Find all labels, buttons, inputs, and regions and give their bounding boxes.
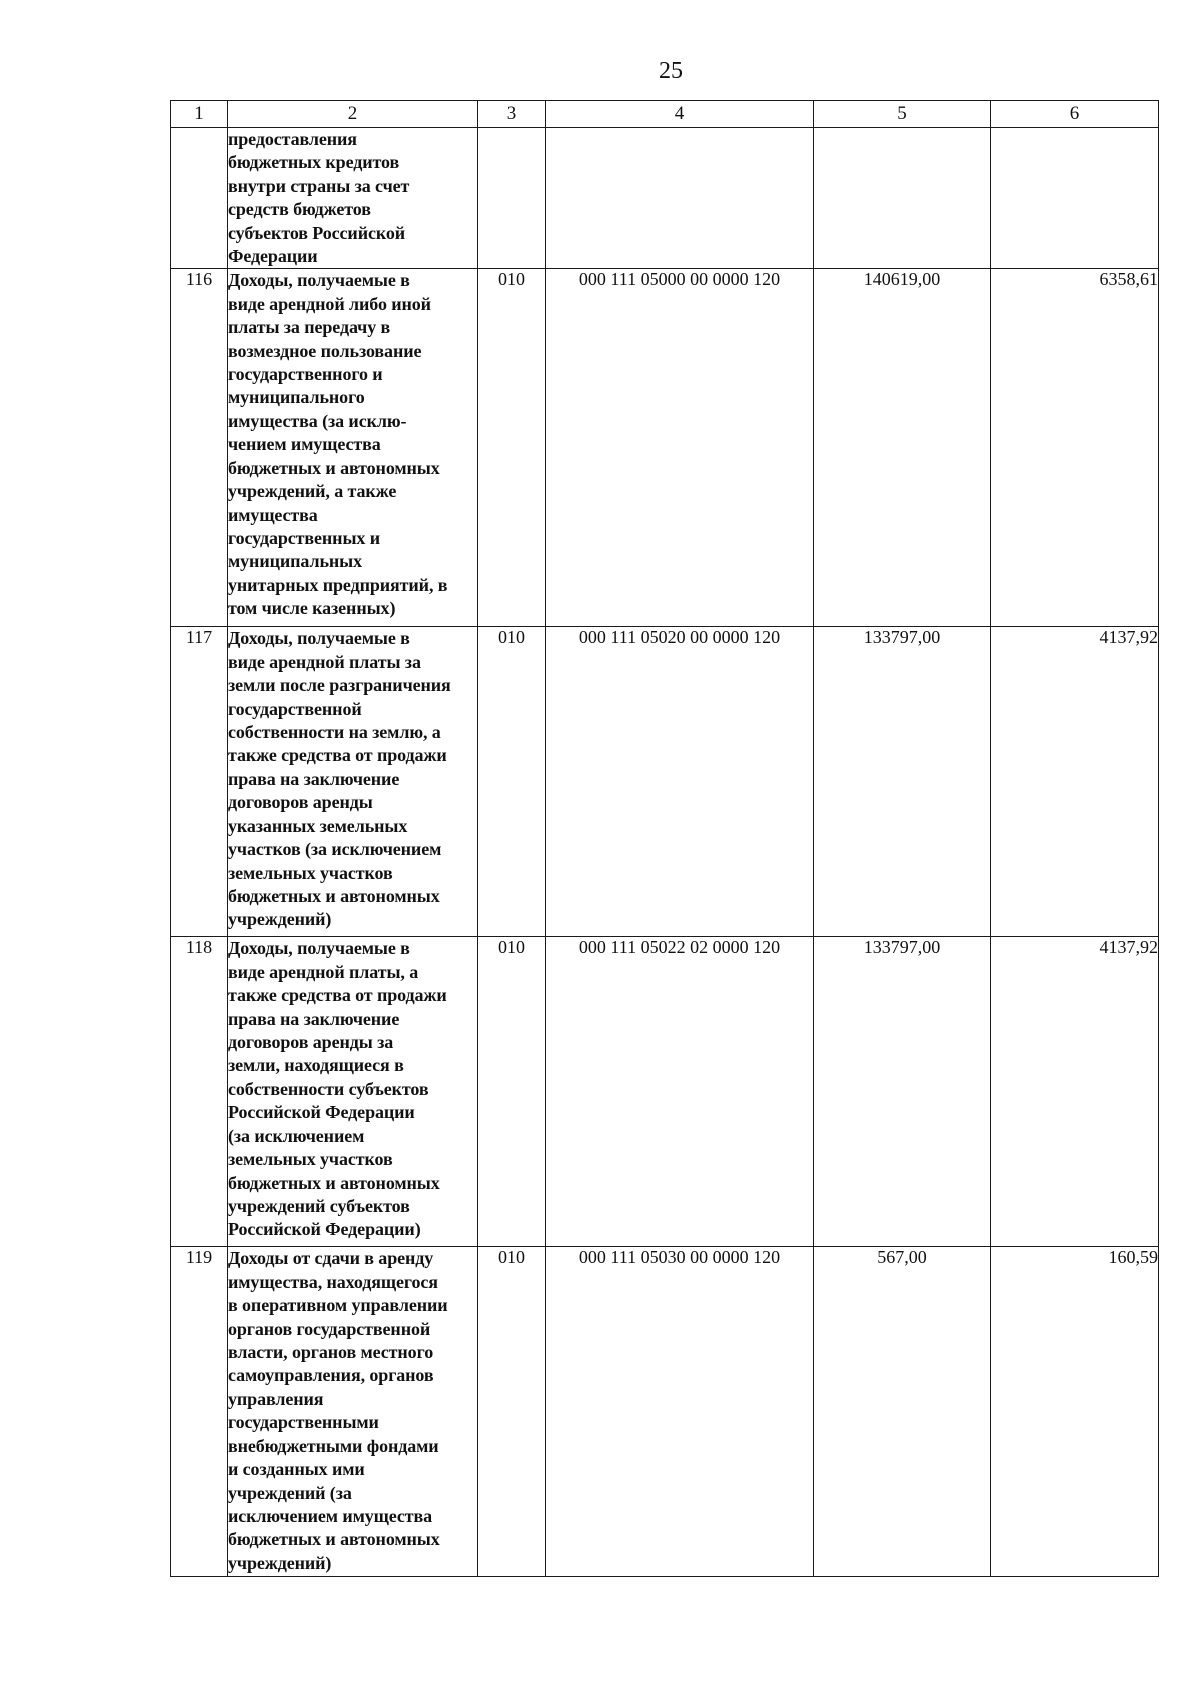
row-admin-code: 010 [478, 937, 546, 1247]
row-number: 116 [171, 269, 228, 627]
row-description-cell [228, 1247, 478, 1577]
table-row-continuation [171, 128, 1159, 269]
row-description: Доходы от сдачи в аренду имущества, находящегося в оперативном управлении органов государственной власти, органов местного самоуправления, органов управления государственными внебюджетными фондами и созданных ими учреждений (за исключением имущества бюджетных и автономных учреждений) [228, 1248, 448, 1573]
row-number: 117 [171, 627, 228, 937]
row-class-code: 000 111 05000 00 0000 120 [546, 269, 814, 627]
row-description: Доходы, получаемые в виде арендной либо иной платы за передачу в возмездное пользование государственного и муниципального имущества (за исклю- чением имущества бюджетных и автономных учреждений, а также имущества государственных и муниципальных унитарных предприятий, в том числе казенных) [228, 270, 448, 619]
row-num-cell [171, 128, 228, 269]
row-class-code: 000 111 05020 00 0000 120 [546, 627, 814, 937]
page-number: 25 [659, 58, 683, 84]
row-description-cell [228, 269, 478, 627]
row-admin-code: 010 [478, 627, 546, 937]
row-number: 119 [171, 1247, 228, 1577]
row-actual-value: 4137,92 [991, 627, 1159, 937]
row-plan-value: 133797,00 [814, 937, 991, 1247]
row-description: Доходы, получаемые в виде арендной платы за земли после разграничения государственной собственности на землю, а также средства от продажи права на заключение договоров аренды указанных земельных участков (за исключением земельных участков бюджетных и автономных учреждений) [228, 628, 451, 930]
row-class-code: 000 111 05022 02 0000 120 [546, 937, 814, 1247]
row-actual-cell [991, 128, 1159, 269]
row-admin-code: 010 [478, 269, 546, 627]
row-class-code-cell [546, 128, 814, 269]
row-class-code: 000 111 05030 00 0000 120 [546, 1247, 814, 1577]
row-plan-cell [814, 128, 991, 269]
row-description-cell [228, 128, 478, 269]
row-admin-code: 010 [478, 1247, 546, 1577]
row-actual-value: 160,59 [991, 1247, 1159, 1577]
header-col-2: 2 [228, 101, 478, 128]
header-col-3: 3 [478, 101, 546, 128]
row-actual-value: 6358,61 [991, 269, 1159, 627]
header-col-5: 5 [814, 101, 991, 128]
header-col-4: 4 [546, 101, 814, 128]
budget-table [170, 100, 1159, 1577]
header-col-1: 1 [171, 101, 228, 128]
table-row [171, 937, 1159, 1247]
row-description-cell [228, 627, 478, 937]
row-actual-value: 4137,92 [991, 937, 1159, 1247]
row-plan-value: 133797,00 [814, 627, 991, 937]
row-description-cell [228, 937, 478, 1247]
table-row [171, 1247, 1159, 1577]
row-number: 118 [171, 937, 228, 1247]
table-row [171, 269, 1159, 627]
row-plan-value: 140619,00 [814, 269, 991, 627]
row-description: предоставления бюджетных кредитов внутри страны за счет средств бюджетов субъектов Российской Федерации [228, 129, 410, 267]
header-col-6: 6 [991, 101, 1159, 128]
row-description: Доходы, получаемые в виде арендной платы, а также средства от продажи права на заключение договоров аренды за земли, находящиеся в собственности субъектов Российской Федерации (за исключением земельных участков бюджетных и автономных учреждений субъектов Российской Федерации) [228, 938, 447, 1240]
row-admin-code-cell [478, 128, 546, 269]
row-plan-value: 567,00 [814, 1247, 991, 1577]
header-row [171, 101, 1159, 128]
table-row [171, 627, 1159, 937]
